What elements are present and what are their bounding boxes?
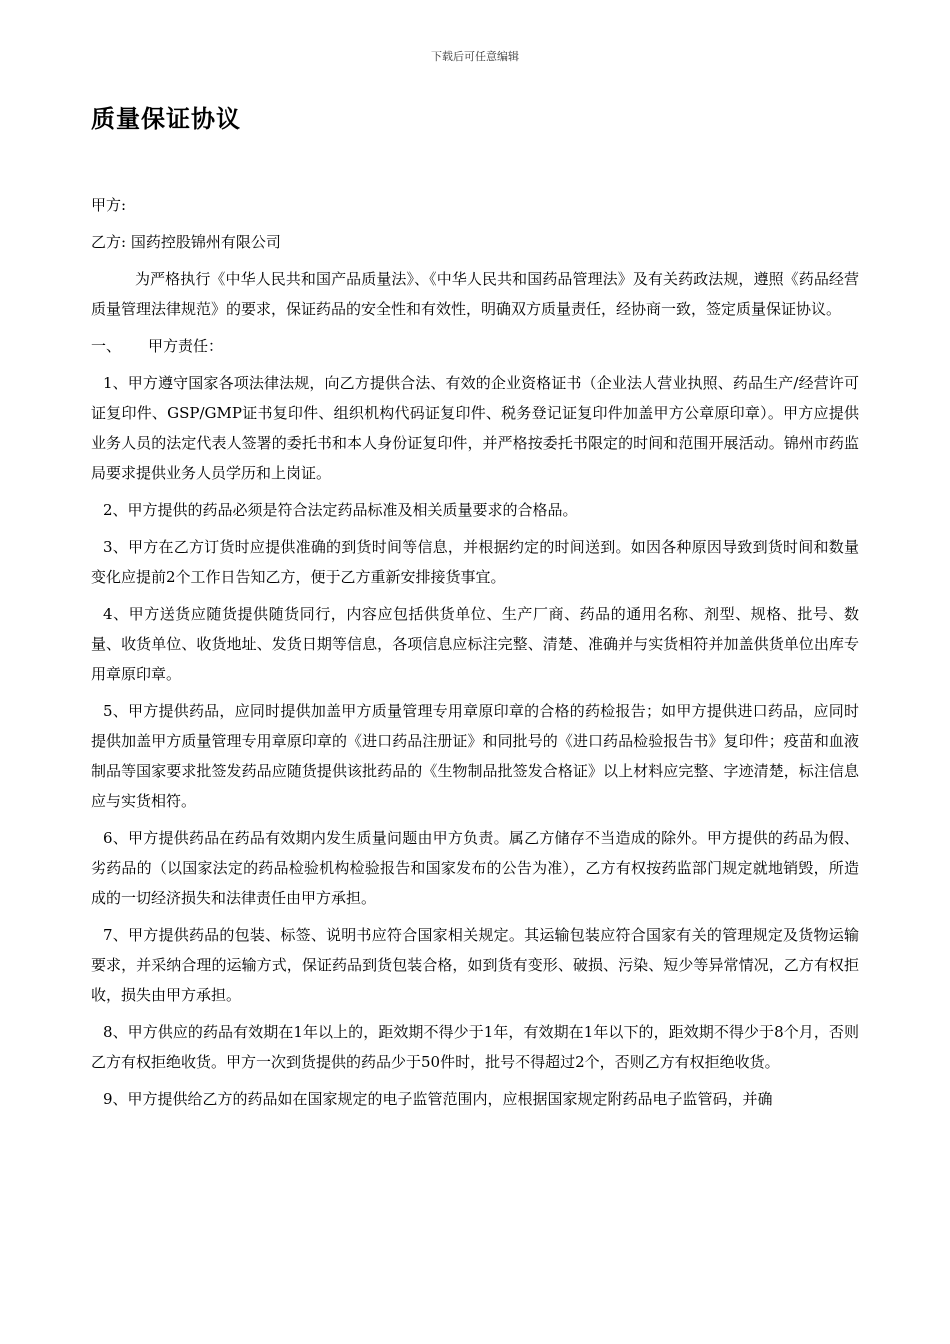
document-title: 质量保证协议 bbox=[91, 105, 241, 133]
clause-8: 8、甲方供应的药品有效期在1年以上的，距效期不得少于1年，有效期在1年以下的，距效期不得少于8个月，否则乙方有权拒绝收货。甲方一次到货提供的药品少于50件时，批号不得超过2个，否则乙方有权拒绝收货。 bbox=[91, 1023, 859, 1071]
clause-9: 9、甲方提供给乙方的药品如在国家规定的电子监管范围内，应根据国家规定附药品电子监管码，并确 bbox=[103, 1090, 773, 1108]
clause-6: 6、甲方提供药品在药品有效期内发生质量问题由甲方负责。属乙方储存不当造成的除外。甲方提供的药品为假、劣药品的（以国家法定的药品检验机构检验报告和国家发布的公告为准），乙方有权按药监部门规定就地销毁，所造成的一切经济损失和法律责任由甲方承担。 bbox=[91, 829, 859, 907]
party-a-line: 甲方: bbox=[91, 196, 127, 214]
document-body bbox=[91, 190, 859, 1121]
party-b-line: 乙方: 国药控股锦州有限公司 bbox=[91, 233, 281, 251]
section-heading bbox=[91, 331, 859, 361]
header-note: 下载后可任意编辑 bbox=[431, 50, 519, 63]
clause-3: 3、甲方在乙方订货时应提供准确的到货时间等信息，并根据约定的时间送到。如因各种原因导致到货时间和数量变化应提前2个工作日告知乙方，便于乙方重新安排接货事宜。 bbox=[91, 538, 859, 586]
clause-4: 4、甲方送货应随货提供随货同行，内容应包括供货单位、生产厂商、药品的通用名称、剂型、规格、批号、数量、收货单位、收货地址、发货日期等信息，各项信息应标注完整、清楚、准确并与实货相符并加盖供货单位出库专用章原印章。 bbox=[91, 605, 859, 683]
section-number: 一、 bbox=[91, 337, 122, 355]
clause-5: 5、甲方提供药品，应同时提供加盖甲方质量管理专用章原印章的合格的药检报告；如甲方提供进口药品，应同时提供加盖甲方质量管理专用章原印章的《进口药品注册证》和同批号的《进口药品检验报告书》复印件；疫苗和血液制品等国家要求批签发药品应随货提供该批药品的《生物制品批签发合格证》以上材料应完整、字迹清楚，标注信息应与实货相符。 bbox=[91, 702, 859, 810]
clause-7: 7、甲方提供药品的包装、标签、说明书应符合国家相关规定。其运输包装应符合国家有关的管理规定及货物运输要求，并采纳合理的运输方式，保证药品到货包装合格，如到货有变形、破损、污染、短少等异常情况，乙方有权拒收，损失由甲方承担。 bbox=[91, 926, 859, 1004]
section-heading-text: 甲方责任： bbox=[148, 337, 224, 355]
clause-2: 2、甲方提供的药品必须是符合法定药品标准及相关质量要求的合格品。 bbox=[103, 501, 578, 519]
clause-1: 1、甲方遵守国家各项法律法规，向乙方提供合法、有效的企业资格证书（企业法人营业执照、药品生产/经营许可证复印件、GSP/GMP证书复印件、组织机构代码证复印件、税务登记证复印件加盖甲方公章原印章）。甲方应提供业务人员的法定代表人签署的委托书和本人身份证复印件，并严格按委托书限定的时间和范围开展活动。锦州市药监局要求提供业务人员学历和上岗证。 bbox=[91, 374, 859, 482]
preamble-paragraph: 为严格执行《中华人民共和国产品质量法》、《中华人民共和国药品管理法》及有关药政法规，遵照《药品经营质量管理法律规范》的要求，保证药品的安全性和有效性，明确双方质量责任，经协商一致，签定质量保证协议。 bbox=[91, 270, 859, 318]
